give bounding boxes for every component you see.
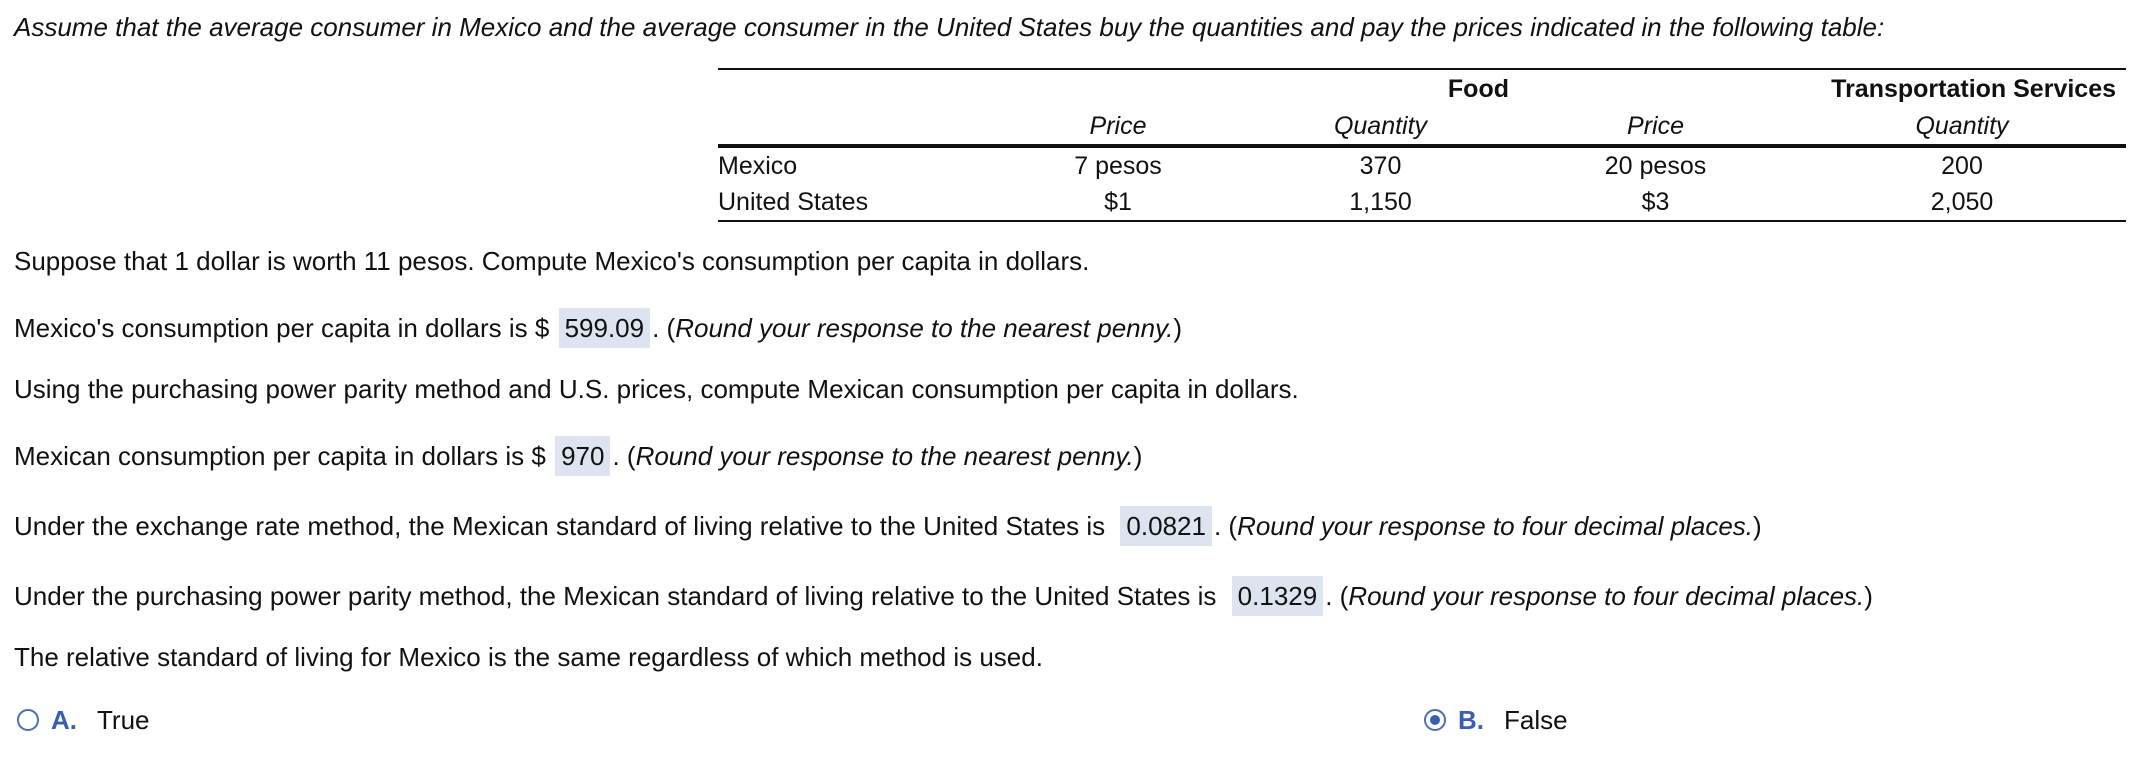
transportation-group-header: Transportation Services [1513,69,2126,108]
answer-1-note: Round your response to the nearest penny. [675,313,1174,343]
answer-1-prefix: Mexico's consumption per capita in dollars is $ [14,313,550,343]
question-1-text: Suppose that 1 dollar is worth 11 pesos. Compute Mexico's consumption per capita in dollars. [14,246,1090,276]
food-quantity-header: Quantity [1248,108,1513,146]
table-group-header-row [718,69,2126,108]
table-cell: 20 pesos [1604,152,1707,180]
answer-3-sep: . ( [1213,511,1238,541]
table-cell: 7 pesos [1074,152,1162,180]
food-price-header: Price [988,108,1248,146]
answer-4-line [14,576,1873,616]
choice-a-true[interactable] [17,703,150,737]
choice-a-letter: A. [51,705,77,735]
answer-2-prefix: Mexican consumption per capita in dollars is $ [14,441,546,471]
choice-b-label: False [1504,705,1568,735]
answer-3-line [14,506,1762,546]
food-group-header: Food [988,69,1513,108]
answer-1-sep: . ( [652,313,676,343]
table-cell: 2,050 [1798,184,2126,221]
choice-a-label: True [97,705,150,735]
choice-b-false[interactable] [1424,703,1568,737]
transport-quantity-header: Quantity [1798,108,2126,146]
answer-4-note: Round your response to four decimal places. [1348,581,1865,611]
table-subheader-row [718,108,2126,146]
answer-2-input[interactable]: 970 [555,436,610,476]
row-label: Mexico [718,152,798,180]
table-corner [718,69,988,108]
price-quantity-table [718,68,2126,222]
answer-2-line [14,436,1142,476]
answer-3-prefix: Under the exchange rate method, the Mexican standard of living relative to the United States is [14,511,1106,541]
question-2-text: Using the purchasing power parity method and U.S. prices, compute Mexican consumption per capita in dollars. [14,374,1299,404]
answer-1-input[interactable]: 599.09 [559,308,651,348]
answer-3-end: ) [1753,511,1762,541]
table-row-united-states [718,184,2126,221]
answer-2-note: Round your response to the nearest penny. [635,441,1134,471]
radio-unselected-icon[interactable] [17,709,39,731]
answer-2-end: ) [1133,441,1143,471]
row-label: United States [718,184,988,221]
question-5-text: The relative standard of living for Mexico is the same regardless of which method is used. [14,642,1043,672]
table-cell: 370 [1359,152,1402,180]
answer-1-end: ) [1173,313,1183,343]
answer-4-end: ) [1864,581,1873,611]
choice-b-letter: B. [1458,705,1484,735]
answer-1-line [14,308,1182,348]
answer-3-input[interactable]: 0.0821 [1120,506,1212,546]
table-cell: $1 [988,184,1248,221]
answer-4-prefix: Under the purchasing power parity method, the Mexican standard of living relative to the United States is [14,581,1217,611]
transport-price-header: Price [1513,108,1798,146]
problem-intro: Assume that the average consumer in Mexico and the average consumer in the United States buy the quantities and pay the prices indicated in the following table: [14,12,1885,42]
table-subheader-blank [718,108,988,146]
answer-4-input[interactable]: 0.1329 [1232,576,1324,616]
table-row-mexico [718,146,2126,184]
table-cell: 1,150 [1248,184,1513,221]
table-cell: 200 [1941,152,1983,180]
answer-4-sep: . ( [1325,581,1349,611]
table-cell: $3 [1513,184,1798,221]
radio-selected-icon[interactable] [1424,709,1446,731]
answer-3-note: Round your response to four decimal places. [1237,511,1754,541]
answer-2-sep: . ( [612,441,636,471]
